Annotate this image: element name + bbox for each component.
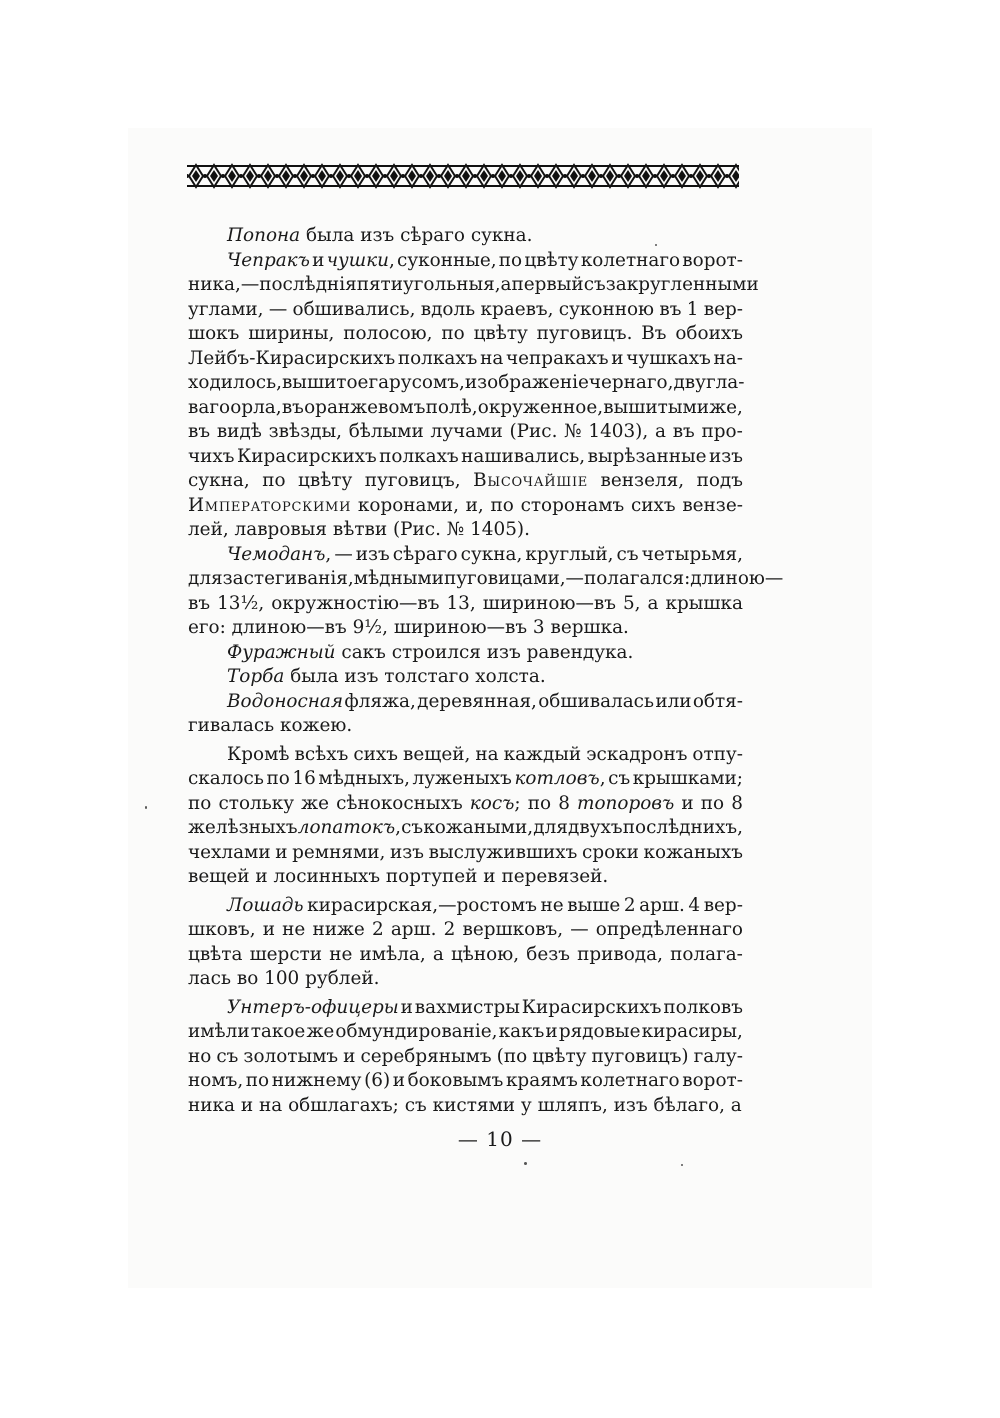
text-line: но съ золотымъ и серебрянымъ (по цвѣту пуговицъ) галу-	[188, 1045, 743, 1067]
scan-speck	[655, 244, 657, 246]
text-line: Торба была изъ толстаго холста.	[227, 666, 546, 687]
scan-speck	[681, 1164, 683, 1166]
text-line: въ 13½, окружностію—въ 13, шириною—въ 5, а крышка	[188, 592, 743, 614]
text-line: Унтеръ-офицеры и вахмистры Кирасирскихъ полковъ	[227, 996, 743, 1018]
text-line: Чемоданъ, — изъ сѣраго сукна, круглый, съ четырьмя,	[227, 543, 743, 565]
page-body-text	[188, 224, 784, 1118]
text-line: его: длиною—въ 9½, шириною—въ 3 вершка.	[188, 617, 629, 638]
text-line: ника и на обшлагахъ; съ кистями у шляпъ, изъ бѣлаго, а	[188, 1094, 742, 1116]
scan-speck	[145, 806, 147, 809]
text-line: вещей и лосинныхъ портупей и перевязей.	[188, 866, 609, 887]
text-line: ника,—послѣднія пятиугольныя, а первый съ закругленными	[188, 274, 759, 295]
text-line: желѣзныхъ лопатокъ, съ кожаными, для двухъ послѣднихъ,	[188, 817, 743, 838]
text-line: Попона была изъ сѣраго сукна.	[227, 225, 533, 246]
page-number: — 10 —	[457, 1127, 543, 1151]
text-line: чехлами и ремнями, изъ выслужившихъ сроки кожаныхъ	[188, 841, 743, 863]
text-line: номъ, по нижнему (6) и боковымъ краямъ колетнаго ворот-	[188, 1070, 743, 1091]
text-line: ваго орла, въ оранжевомъ полѣ, окруженное, вышитыми же,	[188, 396, 743, 418]
scan-speck	[524, 1162, 527, 1165]
text-line: чихъ Кирасирскихъ полкахъ нашивались, вырѣзанные изъ	[188, 445, 743, 467]
text-line: Чепракъ и чушки, суконные, по цвѣту колетнаго ворот-	[227, 249, 743, 271]
text-line: лей, лавровыя вѣтви (Рис. № 1405).	[188, 519, 530, 540]
text-line: Императорскими коронами, и, по сторонамъ сихъ вензе-	[188, 494, 743, 516]
text-line: шокъ ширины, полосою, по цвѣту пуговицъ. Въ обоихъ	[188, 323, 743, 344]
text-line: ходилось, вышитое гарусомъ, изображеніе чернаго, двугла-	[188, 372, 745, 393]
text-line: для застегиванія, мѣдными пуговицами,—полагался: длиною —	[188, 568, 784, 589]
text-line: гивалась кожею.	[188, 715, 353, 736]
text-line: Водоносная фляжа, деревянная, обшивалась или обтя-	[227, 690, 743, 712]
text-line: скалось по 16 мѣдныхъ, луженыхъ котловъ, съ крышками;	[188, 768, 743, 789]
text-line: Лейбъ-Кирасирскихъ полкахъ на чепракахъ и чушкахъ на-	[188, 347, 743, 369]
text-line: Лошадь кирасирская,—ростомъ не выше 2 арш. 4 вер-	[227, 894, 743, 916]
text-line: Фуражный сакъ строился изъ равендука.	[227, 641, 634, 663]
text-line: цвѣта шерсти не имѣла, а цѣною, безъ привода, полага-	[188, 943, 743, 965]
text-line: имѣли такое же обмундированіе, какъ и рядовые кирасиры,	[188, 1021, 743, 1042]
text-line: лась во 100 рублей.	[188, 968, 380, 989]
text-line: шковъ, и не ниже 2 арш. 2 вершковъ, — опредѣленнаго	[188, 919, 743, 940]
text-line: углами, — обшивались, вдоль краевъ, суконною въ 1 вер-	[188, 298, 743, 320]
text-line: сукна, по цвѣту пуговицъ, Высочайшіе вензеля, подъ	[188, 470, 743, 491]
text-line: по стольку же сѣнокосныхъ косъ; по 8 топоровъ и по 8	[188, 792, 743, 814]
text-line: Кромѣ всѣхъ сихъ вещей, на каждый эскадронъ отпу-	[227, 743, 743, 765]
decorative-header-ornament	[187, 163, 739, 189]
text-line: въ видѣ звѣзды, бѣлыми лучами (Рис. № 1403), а въ про-	[188, 421, 743, 442]
